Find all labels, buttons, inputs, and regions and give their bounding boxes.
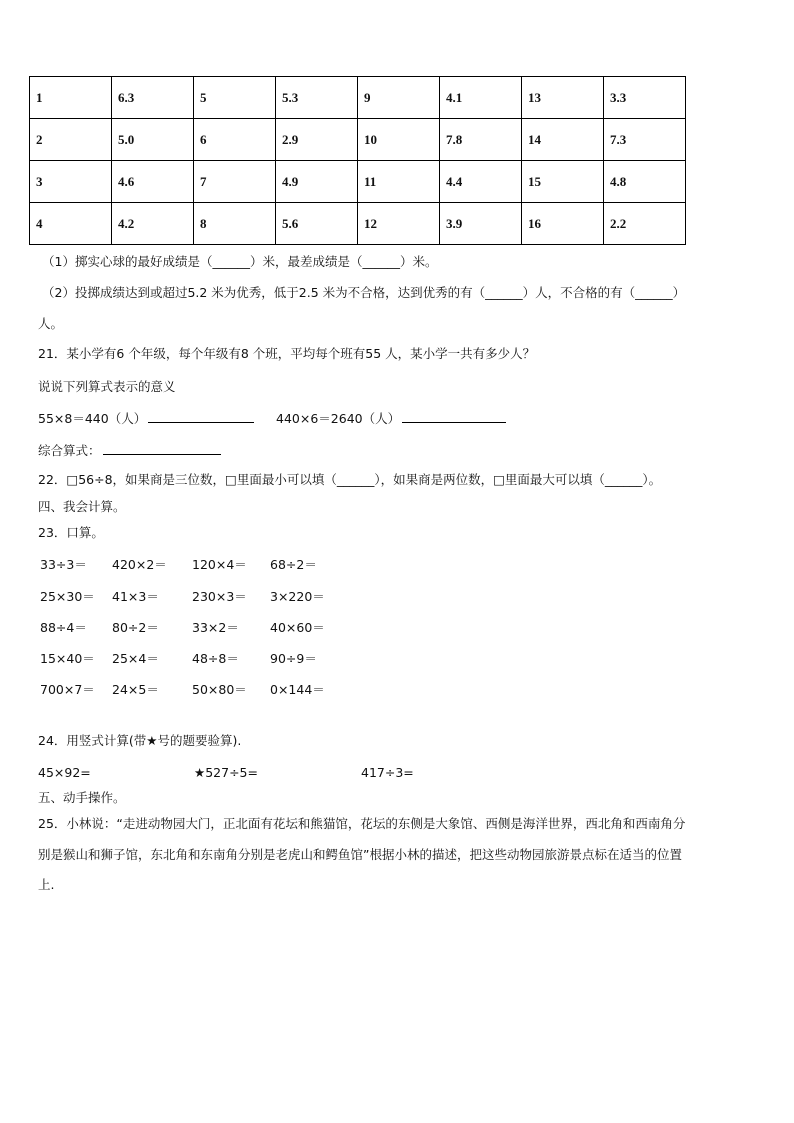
table-cell-number: 9 <box>358 77 440 119</box>
q21-expr2: 440×6＝2640（人） <box>276 411 401 426</box>
table-cell-number: 6 <box>194 119 276 161</box>
q24-title: 24．用竖式计算(带★号的题要验算). <box>38 733 242 748</box>
q20-part2-cont: 人。 <box>38 316 64 331</box>
table-cell-score: 6.3 <box>112 77 194 119</box>
q20-part2: （2）投掷成绩达到或超过5.2 米为优秀，低于2.5 米为不合格，达到优秀的有（______）人，不合格的有（______） <box>42 285 686 300</box>
table-cell-number: 5 <box>194 77 276 119</box>
section4-title: 四、我会计算。 <box>38 499 126 514</box>
oral-calc-item: 41×3＝ <box>112 589 159 604</box>
q21-prompt: 说说下列算式表示的意义 <box>38 379 176 394</box>
oral-calc-item: 50×80＝ <box>192 682 247 697</box>
table-cell-number: 15 <box>522 161 604 203</box>
table-cell-number: 14 <box>522 119 604 161</box>
oral-calc-item: 80÷2＝ <box>112 620 159 635</box>
answer-blank[interactable] <box>402 409 506 423</box>
table-cell-score: 2.9 <box>276 119 358 161</box>
oral-calc-item: 88÷4＝ <box>40 620 87 635</box>
oral-calc-item: 40×60＝ <box>270 620 325 635</box>
q21-expr1-line <box>38 409 254 428</box>
q24-item-3: 417÷3= <box>361 765 414 780</box>
oral-calc-item: 3×220＝ <box>270 589 325 604</box>
table-cell-score: 7.8 <box>440 119 522 161</box>
section5-title: 五、动手操作。 <box>38 790 126 805</box>
table-cell-score: 4.2 <box>112 203 194 245</box>
oral-calc-item: 33÷3＝ <box>40 557 87 572</box>
q23-title: 23．口算。 <box>38 525 104 540</box>
table-cell-number: 4 <box>30 203 112 245</box>
table-cell-score: 4.9 <box>276 161 358 203</box>
table-cell-score: 4.8 <box>604 161 686 203</box>
oral-calc-item: 700×7＝ <box>40 682 95 697</box>
score-table <box>29 76 686 245</box>
oral-calc-item: 25×30＝ <box>40 589 95 604</box>
table-cell-number: 11 <box>358 161 440 203</box>
table-cell-number: 7 <box>194 161 276 203</box>
oral-calc-item: 24×5＝ <box>112 682 159 697</box>
oral-calc-item: 120×4＝ <box>192 557 247 572</box>
table-cell-number: 3 <box>30 161 112 203</box>
oral-calc-item: 420×2＝ <box>112 557 167 572</box>
oral-calc-item: 0×144＝ <box>270 682 325 697</box>
q25-line-2: 别是猴山和狮子馆，东北角和东南角分别是老虎山和鳄鱼馆”根据小林的描述，把这些动物园旅游景点标在适当的位置 <box>38 847 682 862</box>
table-cell-score: 4.6 <box>112 161 194 203</box>
table-cell-number: 13 <box>522 77 604 119</box>
q21-title: 21．某小学有6 个年级，每个年级有8 个班，平均每个班有55 人，某小学一共有多少人？ <box>38 346 536 361</box>
q25-line-3: 上. <box>38 877 55 892</box>
table-cell-score: 7.3 <box>604 119 686 161</box>
table-cell-score: 5.0 <box>112 119 194 161</box>
table-cell-number: 2 <box>30 119 112 161</box>
q24-item-2: ★527÷5= <box>194 765 258 780</box>
answer-blank[interactable] <box>148 409 254 423</box>
table-cell-score: 5.3 <box>276 77 358 119</box>
oral-calc-item: 48÷8＝ <box>192 651 239 666</box>
oral-calc-item: 25×4＝ <box>112 651 159 666</box>
q21-expr2-line <box>276 409 506 428</box>
table-cell-score: 3.9 <box>440 203 522 245</box>
q21-combined-line <box>38 441 221 460</box>
oral-calc-item: 33×2＝ <box>192 620 239 635</box>
table-row <box>30 161 686 203</box>
oral-calc-item: 68÷2＝ <box>270 557 317 572</box>
oral-calc-item: 90÷9＝ <box>270 651 317 666</box>
table-row <box>30 77 686 119</box>
answer-blank[interactable] <box>103 441 221 455</box>
table-cell-score: 2.2 <box>604 203 686 245</box>
table-row <box>30 203 686 245</box>
table-cell-number: 16 <box>522 203 604 245</box>
oral-calc-item: 15×40＝ <box>40 651 95 666</box>
table-cell-score: 3.3 <box>604 77 686 119</box>
table-cell-number: 1 <box>30 77 112 119</box>
q21-combined: 综合算式： <box>38 443 101 458</box>
table-cell-score: 4.4 <box>440 161 522 203</box>
q21-expr1: 55×8＝440（人） <box>38 411 147 426</box>
q20-part1: （1）掷实心球的最好成绩是（______）米，最差成绩是（______）米。 <box>42 254 438 269</box>
table-cell-score: 5.6 <box>276 203 358 245</box>
q24-item-1: 45×92= <box>38 765 91 780</box>
table-cell-score: 4.1 <box>440 77 522 119</box>
table-cell-number: 12 <box>358 203 440 245</box>
oral-calc-item: 230×3＝ <box>192 589 247 604</box>
q25-line-1: 25．小林说：“走进动物园大门，正北面有花坛和熊猫馆，花坛的东侧是大象馆、西侧是海洋世界，西北角和西南角分 <box>38 816 686 831</box>
table-cell-number: 10 <box>358 119 440 161</box>
table-row <box>30 119 686 161</box>
table-cell-number: 8 <box>194 203 276 245</box>
q22-text: 22．□56÷8，如果商是三位数，□里面最小可以填（______），如果商是两位数，□里面最大可以填（______）。 <box>38 472 662 487</box>
